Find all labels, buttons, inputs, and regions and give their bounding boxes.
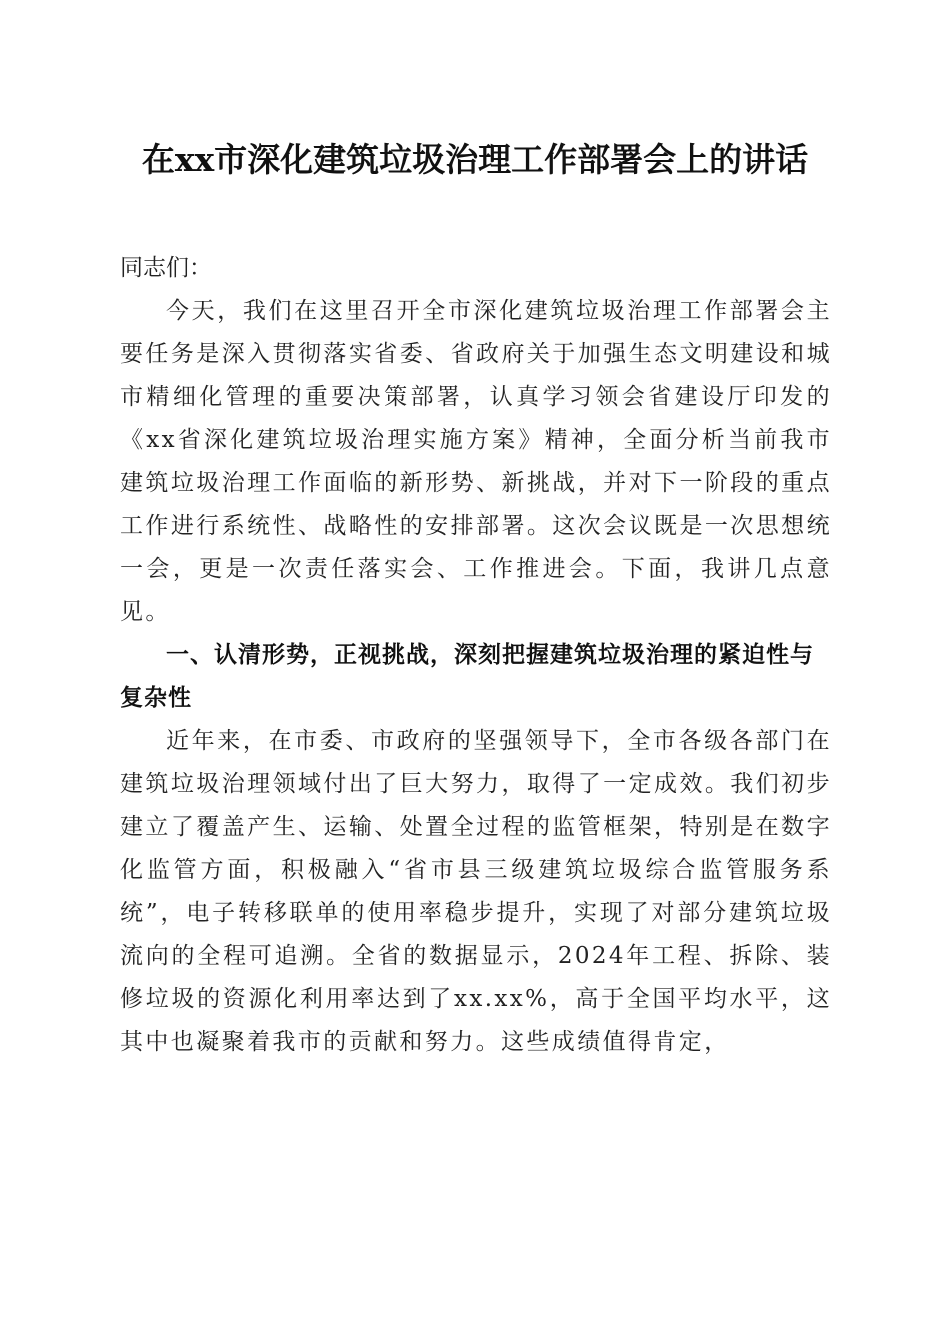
salutation: 同志们： [120,255,212,281]
document-body [120,247,832,1064]
section-heading: 一、认清形势，正视挑战，深刻把握建筑垃圾治理的紧迫性与复杂性 [120,642,814,711]
intro-paragraph: 今天，我们在这里召开全市深化建筑垃圾治理工作部署会主要任务是深入贯彻落实省委、省政府关于加强生态文明建设和城市精细化管理的重要决策部署，认真学习领会省建设厅印发的《xx省深化建筑垃圾治理实施方案》精神，全面分析当前我市建筑垃圾治理工作面临的新形势、新挑战，并对下一阶段的重点工作进行系统性、战略性的安排部署。这次会议既是一次思想统一会，更是一次责任落实会、工作推进会。下面，我讲几点意见。 [120,298,832,625]
document-title: 在xx市深化建筑垃圾治理工作部署会上的讲话 [141,140,809,179]
section-paragraph: 近年来，在市委、市政府的坚强领导下，全市各级各部门在建筑垃圾治理领域付出了巨大努力，取得了一定成效。我们初步建立了覆盖产生、运输、处置全过程的监管框架，特别是在数字化监管方面，积极融入“省市县三级建筑垃圾综合监管服务系统”，电子转移联单的使用率稳步提升，实现了对部分建筑垃圾流向的全程可追溯。全省的数据显示，2024年工程、拆除、装修垃圾的资源化利用率达到了xx.xx%，高于全国平均水平，这其中也凝聚着我市的贡献和努力。这些成绩值得肯定， [120,728,832,1055]
